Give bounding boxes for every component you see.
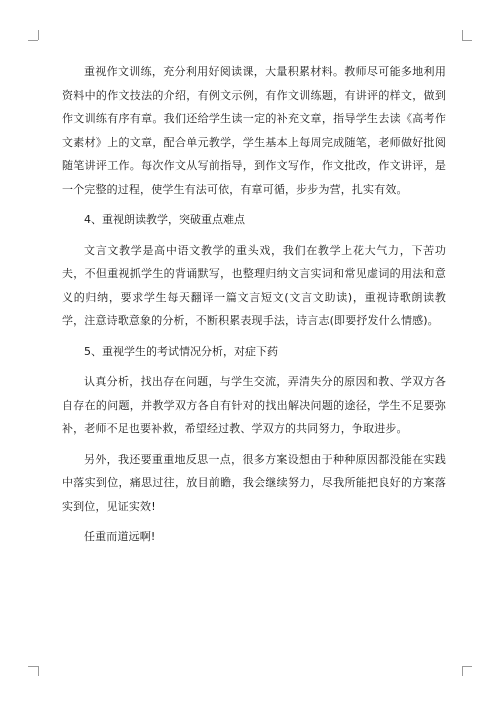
- paragraph-writing-training: 重视作文训练，充分利用好阅读课，大量积累材料。教师尽可能多地利用资料中的作文技法的介绍，有例文示例，有作文训练题，有讲评的样文，做到作文训练有序有章。我们还给学生读一定的补充文章，指导学生去读《高考作文素材》上的文章，配合单元教学，学生基本上每周完成随笔，老师做好批阅随笔讲评工作。每次作文从写前指导，到作文写作，作文批改，作文讲评，是一个完整的过程，使学生有法可依，有章可循，步步为营，扎实有效。: [62, 65, 446, 196]
- crop-mark-top-left-vertical: [38, 30, 39, 40]
- paragraph-spacing: [62, 232, 446, 239]
- paragraph-spacing: [62, 333, 446, 340]
- paragraph-spacing: [62, 363, 446, 370]
- crop-mark-top-right-vertical: [462, 30, 463, 40]
- crop-mark-top-right-horizontal: [462, 40, 472, 41]
- heading-reading-aloud: 4、重视朗读教学，突破重点难点: [84, 213, 245, 226]
- paragraph-spacing: [62, 201, 446, 208]
- paragraph-spacing: [62, 441, 446, 448]
- paragraph-spacing: [62, 518, 446, 525]
- paragraph-closing: 任重而道远啊!: [84, 530, 156, 543]
- crop-mark-bottom-left-horizontal: [28, 666, 38, 667]
- crop-mark-bottom-right-horizontal: [462, 666, 472, 667]
- crop-mark-top-left-horizontal: [28, 40, 38, 41]
- heading-exam-analysis: 5、重视学生的考试情况分析，对症下药: [84, 344, 278, 358]
- crop-mark-bottom-left-vertical: [38, 666, 39, 676]
- paragraph-reflection: 另外，我还要重重地反思一点，很多方案设想由于种种原因都没能在实践中落实到位，痛思过往，放目前瞻，我会继续努力，尽我所能把良好的方案落实到位，见证实效!: [62, 452, 446, 513]
- crop-mark-bottom-right-vertical: [462, 666, 463, 676]
- paragraph-classical-chinese: 文言文教学是高中语文教学的重头戏，我们在教学上花大气力，下苦功夫，不但重视抓学生的背诵默写，也整理归纳文言实词和常见虚词的用法和意义的归纳，要求学生每天翻译一篇文言短文(文言文助读)，重视诗歌朗读教学，注意诗歌意象的分析，不断积累表现手法，诗言志(即要抒发什么情感)。: [62, 243, 446, 327]
- document-body: [62, 60, 446, 549]
- paragraph-careful-analysis: 认真分析，找出存在问题，与学生交流，弄清失分的原因和教、学双方各自存在的问题，并教学双方各自有针对的找出解决问题的途径，学生不足要弥补，老师不足也要补救，希望经过教、学双方的共同努力，争取进步。: [62, 375, 446, 435]
